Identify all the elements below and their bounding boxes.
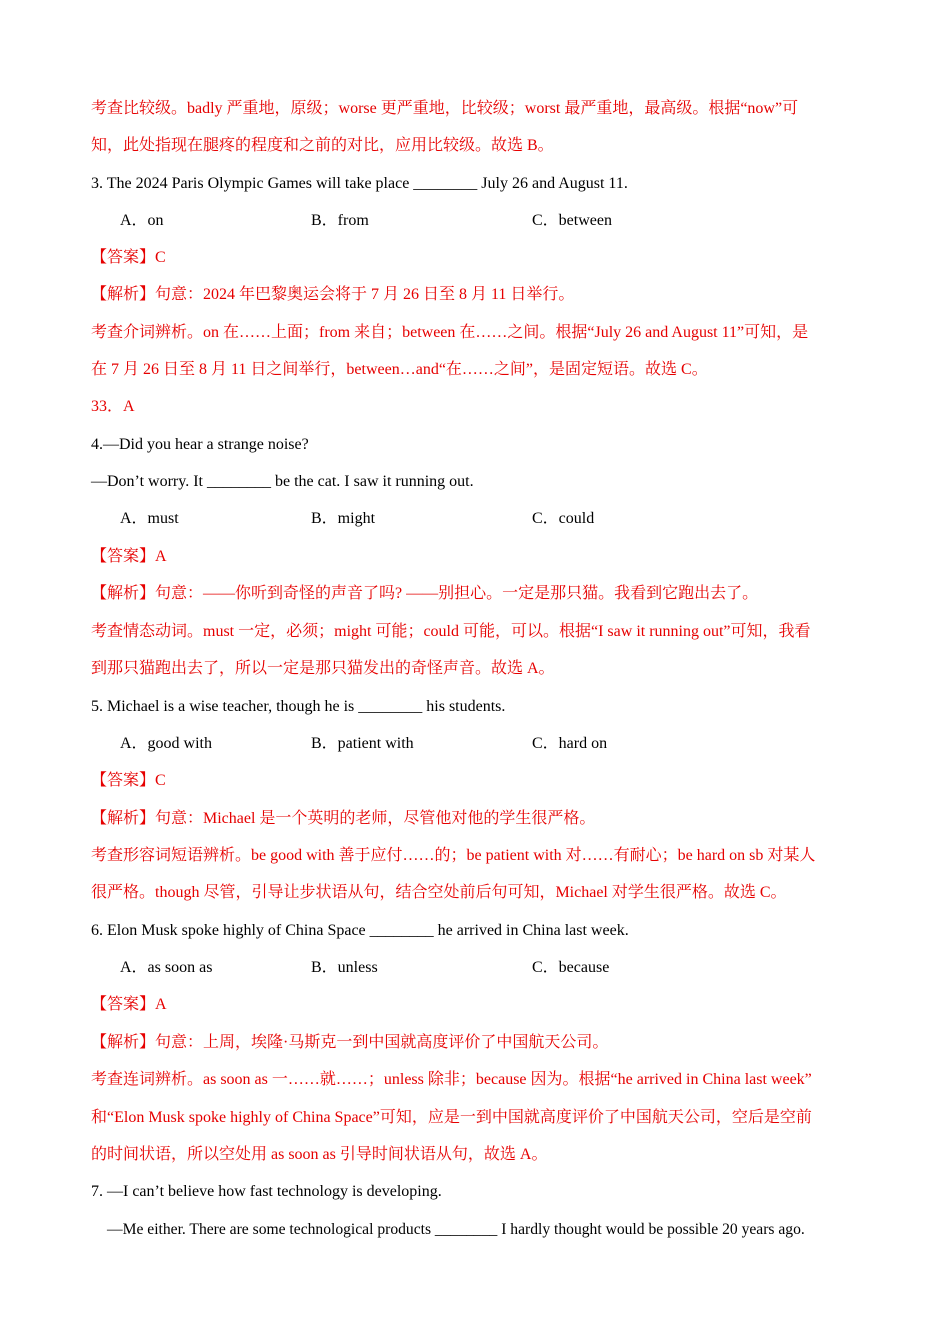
analysis-line: 考查形容词短语辨析。be good with 善于应付……的；be patient with 对……有耐心；be hard on sb 对某人 <box>91 847 816 864</box>
option-b: B．from <box>311 212 369 229</box>
analysis-line: 到那只猫跑出去了，所以一定是那只猫发出的奇怪声音。故选 A。 <box>91 660 555 677</box>
option-a: A．good with <box>120 735 213 752</box>
option-b: B．patient with <box>311 735 414 752</box>
option-c: C．could <box>532 510 595 527</box>
analysis-line: 考查比较级。badly 严重地，原级；worse 更严重地，比较级；worst 最严重地，最高级。根据“now”可 <box>91 100 799 117</box>
option-a: A．must <box>120 510 179 527</box>
analysis-line: 考查情态动词。must 一定，必须；might 可能；could 可能，可以。根据“I saw it running out”可知，我看 <box>91 623 811 640</box>
question-4-reply: —Don’t worry. It ________ be the cat. I saw it running out. <box>91 473 474 490</box>
analysis-line: 【解析】句意：——你听到奇怪的声音了吗? ——别担心。一定是那只猫。我看到它跑出去了。 <box>91 585 759 602</box>
option-a: A．on <box>120 212 164 229</box>
analysis-line: 知，此处指现在腿疼的程度和之前的对比，应用比较级。故选 B。 <box>91 137 554 154</box>
option-b: B．unless <box>311 959 378 976</box>
analysis-line: 在 7 月 26 日至 8 月 11 日之间举行，between…and“在……之间”，是固定短语。故选 C。 <box>91 361 708 378</box>
answer-label: 【答案】A <box>91 548 167 565</box>
option-a: A．as soon as <box>120 959 213 976</box>
answer-label: 【答案】A <box>91 996 167 1013</box>
question-7: 7. —I can’t believe how fast technology is developing. <box>91 1183 442 1200</box>
analysis-line: 的时间状语，所以空处用 as soon as 引导时间状语从句，故选 A。 <box>91 1146 548 1163</box>
option-c: C．between <box>532 212 612 229</box>
question-7-reply: —Me either. There are some technological products ________ I hardly thought would be possible 20 years ago. <box>107 1221 805 1238</box>
analysis-line: 【解析】句意：Michael 是一个英明的老师，尽管他对他的学生很严格。 <box>91 810 596 827</box>
question-4: 4.—Did you hear a strange noise? <box>91 436 309 453</box>
option-c: C．because <box>532 959 610 976</box>
analysis-line: 和“Elon Musk spoke highly of China Space”可知，应是一到中国就高度评价了中国航天公司，空后是空前 <box>91 1109 812 1126</box>
question-3: 3. The 2024 Paris Olympic Games will take place ________ July 26 and August 11. <box>91 175 628 192</box>
question-6: 6. Elon Musk spoke highly of China Space ________ he arrived in China last week. <box>91 922 629 939</box>
analysis-line: 考查介词辨析。on 在……上面；from 来自；between 在……之间。根据“July 26 and August 11”可知，是 <box>91 324 809 341</box>
answer-label: 【答案】C <box>91 249 166 266</box>
analysis-line: 【解析】句意：上周，埃隆·马斯克一到中国就高度评价了中国航天公司。 <box>91 1034 609 1051</box>
analysis-line: 【解析】句意：2024 年巴黎奥运会将于 7 月 26 日至 8 月 11 日举行。 <box>91 286 575 303</box>
answer-label: 33．A <box>91 398 135 415</box>
question-5: 5. Michael is a wise teacher, though he is ________ his students. <box>91 698 506 715</box>
analysis-line: 考查连词辨析。as soon as 一……就……；unless 除非；because 因为。根据“he arrived in China last week” <box>91 1071 812 1088</box>
answer-label: 【答案】C <box>91 772 166 789</box>
option-b: B．might <box>311 510 376 527</box>
analysis-line: 很严格。though 尽管，引导让步状语从句，结合空处前后句可知，Michael 对学生很严格。故选 C。 <box>91 884 787 901</box>
option-c: C．hard on <box>532 735 608 752</box>
